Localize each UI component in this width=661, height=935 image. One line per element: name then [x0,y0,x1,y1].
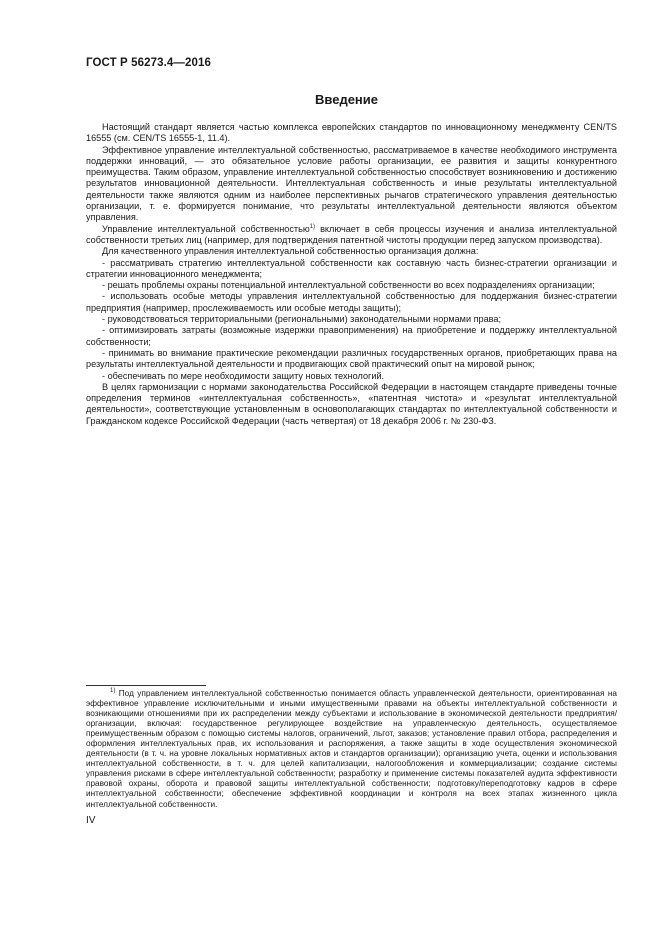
list-item: - обеспечивать по мере необходимости защиту новых технологий. [102,370,385,381]
list-item: - оптимизировать затраты (возможные издержки правоприменения) на приобретение и поддержку интеллектуальной собственности; [86,325,617,347]
section-title [0,92,661,107]
footnote-mark: 1) [110,688,116,694]
paragraph-intro: Настоящий стандарт является частью комплекса европейских стандартов по инновационному менеджменту CEN/TS 16555 (см. CEN/TS 16555-1, 11.4). [86,122,617,144]
list-item: - использовать особые методы управления интеллектуальной собственностью для поддержания бизнес-стратегии предприятия (например, прослеживаемость или особые методы защиты); [86,291,617,313]
footnote-separator [86,685,206,686]
footnote-reference[interactable]: 1) [309,223,316,230]
list-item: - руководствоваться территориальными (региональными) законодательными нормами права; [102,314,502,325]
paragraph-management-scope [86,224,617,247]
main-text [86,122,617,427]
paragraph-effective-management: Эффективное управление интеллектуальной собственностью, рассматриваемое в качестве необходимого инструмента поддержки инноваций, — это обязательное условие работы организации, ее развития и защиты конкурентного преимущества. Таким образом, управление интеллектуальной собственностью способствует возникновению и достижению результатов инновационной деятельности. Интеллектуальная собственность и иные результаты интеллектуальной деятельности также являются одним из наиболее перспективных рычагов стратегического управления деятельностью организации, т. е. формируется понимание, что результаты интеллектуальной деятельности являются объектом управления. [86,144,617,223]
list-item: - рассматривать стратегию интеллектуальной собственности как составную часть бизнес-стратегии организации и стратегии инновационного менеджмента; [86,257,617,279]
list-item: - решать проблемы охраны потенциальной интеллектуальной собственности во всех подразделениях организации; [102,280,595,291]
paragraph-requirements-lead: Для качественного управления интеллектуальной собственностью организация должна: [102,246,479,257]
paragraph-management-scope-start: Управление интеллектуальной собственностью [102,223,310,234]
list-item: - принимать во внимание практические рекомендации различных государственных органов, приобретающих права на результаты интеллектуальной деятельности и продвигающих свой практический опыт на мировой рынок; [86,347,617,370]
footnote [86,689,617,810]
page-number: IV [86,815,96,826]
footnote-text: Под управлением интеллектуальной собственностью понимается область управленческой деятельности, ориентированная на эффективное управление исключительными и иными имущественными правами на объекты интеллектуальной собственности и возникающими отношениями при их распределении между субъектами и использование в экономической деятельности предприятия/организации, включая: государственное регулирующее воздействие на управленческую деятельность, осуществляемое преимущественным образом с помощью системы налогов, ограничений, льгот, заказов; установление правил отбора, распределения и оформления интеллектуальных прав, их использования и распоряжения, а также защиты в ходе осуществления экономической деятельности (в т. ч. на уровне локальных нормативных актов и стандартов организации); организацию учета, оценки и использования интеллектуальной собственности, в т. ч. для целей капитализации, налогообложения и коммерциализации; создание системы управления рисками в сфере интеллектуальной собственности; разработку и применение системы показателей аудита эффективности правовой охраны, оборота и правовой защиты интеллектуальной собственности; подготовку/переподготовку кадров в сфере интеллектуальной собственности; обеспечение эффективной координации и контроля на всех этапах жизненного цикла интеллектуальной собственности. [86,689,617,809]
section-title-text: Введение [315,92,378,107]
paragraph-management-scope-end: включает в себя процессы изучения и анализа интеллектуальной собственности третьих лиц (например, для подтверждения патентной чистоты продукции перед запуском производства). [86,223,617,245]
document-code-header: ГОСТ Р 56273.4—2016 [86,57,211,69]
footnote-text-block [86,689,617,810]
paragraph-harmonization: В целях гармонизации с нормами законодательства Российской Федерации в настоящем стандарте приведены точные определения терминов «интеллектуальная собственность», «патентная чистота» и «результат интеллектуальной деятельности», соответствующие установленным в основополагающих стандартах по интеллектуальной собственности и Гражданском кодексе Российской Федерации (часть четвертая) от 18 декабря 2006 г. № 230-ФЗ. [86,381,617,426]
